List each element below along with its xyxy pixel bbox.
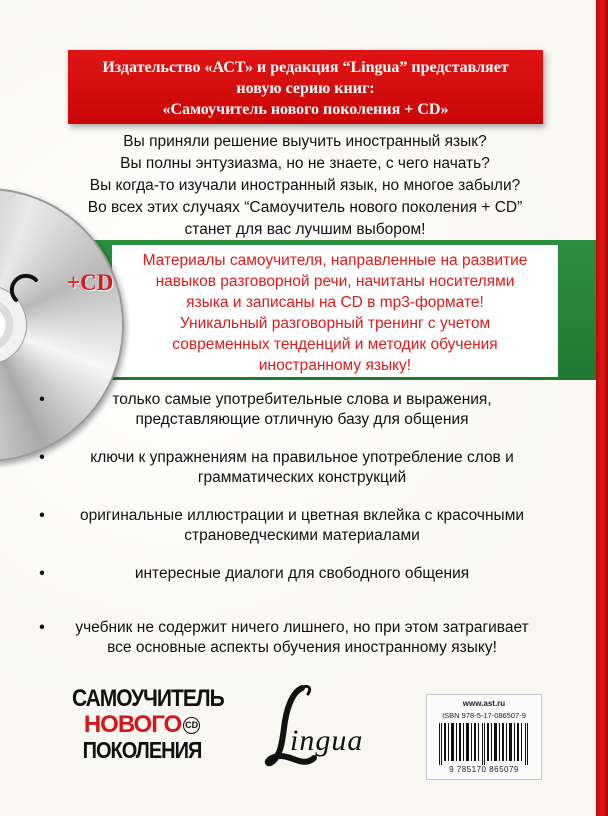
list-item-line: только самые употребительные слова и выражения,: [112, 391, 492, 408]
cd-badge: CD: [183, 717, 200, 734]
highlight-text: [112, 250, 558, 376]
lingua-logo-text: ingua: [290, 724, 364, 757]
series-logo-line-1: САМОУЧИТЕЛЬ: [72, 685, 224, 712]
publisher-url: www.ast.ru: [462, 699, 506, 708]
highlight-line: навыков разговорной речи, начитаны носителями: [155, 273, 515, 290]
list-item-line: ключи к упражнениям на правильное употребление слов и: [90, 449, 514, 466]
list-item: [38, 390, 558, 430]
bullet-icon: •: [39, 391, 45, 408]
barcode-icon: [437, 723, 531, 765]
list-item: [38, 618, 558, 658]
list-item-line: страноведческими материалами: [184, 527, 420, 544]
banner-line-3: «Самоучитель нового поколения + CD»: [162, 101, 449, 118]
series-logo-word: НОВОГО: [83, 711, 182, 738]
list-item-line: оригинальные иллюстрации и цветная вклейка с красочными: [79, 507, 525, 524]
intro-questions: [70, 131, 540, 241]
book-spine-edge: [596, 0, 608, 816]
list-item-line: интересные диалоги для свободного общения: [134, 565, 470, 582]
intro-line: Во всех этих случаях “Самоучитель нового поколения + CD”: [87, 199, 523, 216]
bullet-icon: •: [39, 565, 45, 582]
intro-line: Вы когда-то изучали иностранный язык, но многое забыли?: [89, 177, 521, 194]
intro-line: Вы полны энтузиазма, но не знаете, с чего начать?: [120, 155, 490, 172]
list-item: [38, 506, 558, 546]
intro-line: Вы приняли решение выучить иностранный язык?: [123, 133, 487, 150]
highlight-line: современных тенденций и методик обучения: [172, 336, 498, 353]
highlight-line: Материалы самоучителя, направленные на развитие: [142, 252, 528, 269]
series-logo: [72, 685, 224, 764]
isbn-label: ISBN 978-5-17-086507-9: [442, 711, 526, 720]
list-item: [38, 564, 558, 584]
highlight-line: Уникальный разговорный тренинг с учетом: [179, 315, 491, 332]
ean-digits: 9 785170 865079: [449, 765, 519, 774]
banner-line-2: новую серию книг:: [236, 80, 375, 97]
cd-reflection-icon: [8, 272, 48, 312]
lingua-logo: [262, 682, 392, 772]
series-logo-line-2: [72, 712, 212, 738]
bullet-icon: •: [39, 507, 45, 524]
bullet-icon: •: [39, 449, 45, 466]
banner-line-1: Издательство «АСТ» и редакция “Lingua” представляет: [102, 59, 509, 76]
series-logo-line-3: ПОКОЛЕНИЯ: [82, 738, 202, 764]
list-item: [38, 448, 558, 488]
highlight-line: языка и записаны на CD в mp3-формате!: [186, 294, 484, 311]
barcode-panel: [426, 694, 542, 780]
feature-list: [38, 390, 558, 676]
highlight-line: иностранному языку!: [258, 357, 412, 374]
bullet-icon: •: [39, 619, 45, 636]
list-item-line: грамматических конструкций: [197, 469, 407, 486]
list-item-line: учебник не содержит ничего лишнего, но при этом затрагивает: [75, 619, 529, 636]
list-item-line: представляющие отличную базу для общения: [135, 411, 469, 428]
list-item-line: все основные аспекты обучения иностранному языку!: [107, 639, 497, 656]
series-announcement-banner: [68, 50, 543, 124]
plus-cd-label: +CD: [67, 270, 114, 295]
intro-line: станет для вас лучшим выбором!: [184, 221, 426, 238]
